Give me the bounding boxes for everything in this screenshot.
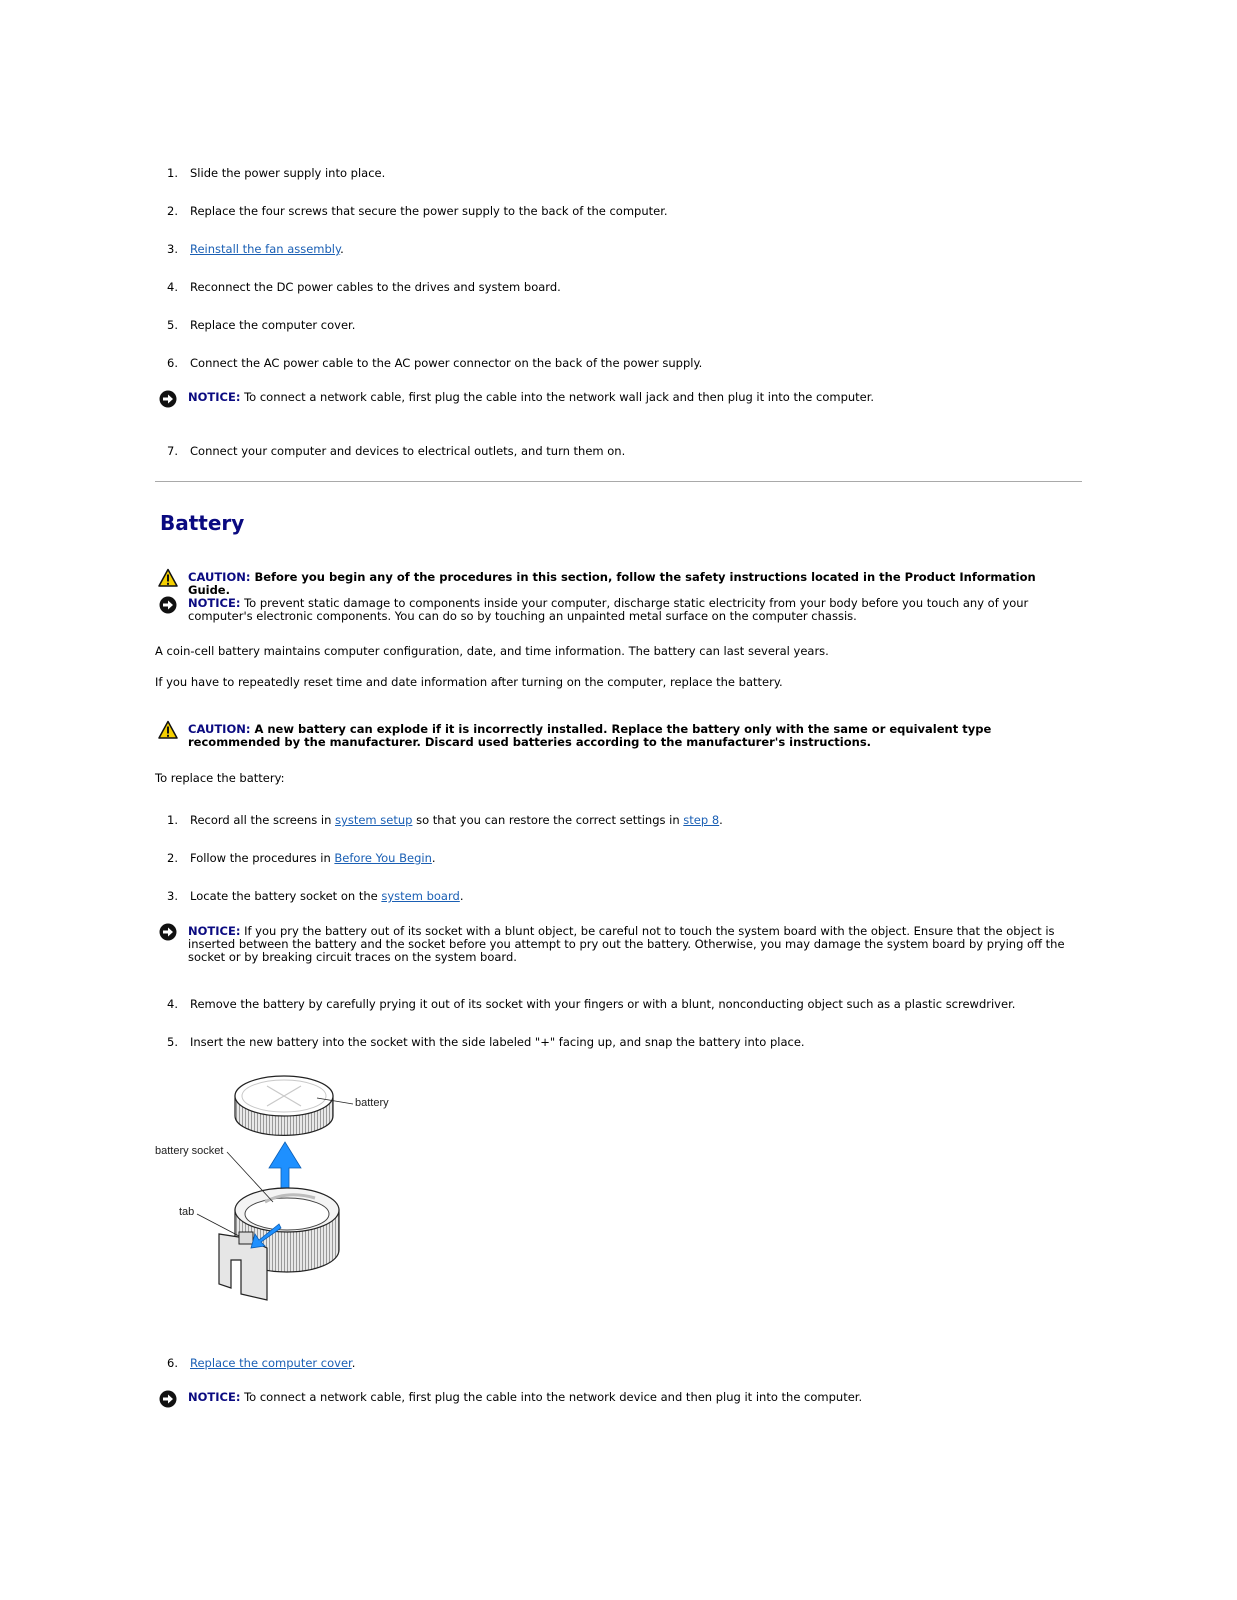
battery-callout: battery [355, 1097, 389, 1109]
step-number: 2. [167, 204, 178, 218]
step-number: 6. [167, 356, 178, 370]
step-text [190, 1356, 355, 1370]
punct: . [719, 813, 723, 827]
step-text: Connect your computer and devices to electrical outlets, and turn them on. [190, 444, 626, 458]
notice-icon [158, 595, 178, 615]
step-text [190, 813, 723, 827]
step-text [190, 851, 436, 865]
notice-network-wall [188, 391, 1078, 404]
caution-body: A new battery can explode if it is incorrectly installed. Replace the battery only with the same or equivalent type recommended by the manufacturer. Discard used batteries according to the manufacturer's instructions. [188, 722, 992, 749]
step-text: Connect the AC power cable to the AC power connector on the back of the power supply. [190, 356, 703, 370]
caution-safety [188, 571, 1078, 597]
reinstall-fan-link[interactable]: Reinstall the fan assembly [190, 242, 341, 256]
section-heading: Battery [160, 511, 245, 535]
battery-socket-callout: battery socket [155, 1145, 224, 1157]
caution-label: CAUTION: [188, 722, 251, 736]
paragraph: A coin-cell battery maintains computer configuration, date, and time information. The battery can last several years. [155, 644, 829, 658]
notice-body: To connect a network cable, first plug the cable into the network device and then plug it into the computer. [240, 1390, 863, 1404]
replace-cover-link[interactable]: Replace the computer cover [190, 1356, 352, 1370]
notice-icon [158, 1389, 178, 1409]
notice-label: NOTICE: [188, 596, 241, 610]
step-text: Remove the battery by carefully prying it out of its socket with your fingers or with a blunt, nonconducting object such as a plastic screwdriver. [190, 997, 1016, 1011]
step-8-link[interactable]: step 8 [683, 813, 720, 827]
paragraph: To replace the battery: [155, 771, 285, 785]
step-number: 3. [167, 889, 178, 903]
text-part: Record all the screens in [190, 813, 336, 827]
notice-body: To connect a network cable, first plug the cable into the network wall jack and then plug it into the computer. [240, 390, 875, 404]
section-divider [155, 481, 1082, 482]
punct: . [459, 889, 464, 903]
battery-socket-shape [219, 1188, 339, 1300]
step-text: Reconnect the DC power cables to the drives and system board. [190, 280, 561, 294]
caution-body: Before you begin any of the procedures in this section, follow the safety instructions located in the Product Information Guide. [188, 570, 1036, 597]
step-text: Insert the new battery into the socket with the side labeled "+" facing up, and snap the battery into place. [190, 1035, 805, 1049]
caution-label: CAUTION: [188, 570, 251, 584]
punct: . [340, 242, 344, 256]
notice-network-device [188, 1391, 1078, 1404]
step-text: Replace the four screws that secure the power supply to the back of the computer. [190, 204, 668, 218]
caution-icon [158, 568, 178, 588]
punct: . [431, 851, 436, 865]
step-number: 6. [167, 1356, 178, 1370]
text-part: so that you can restore the correct settings in [412, 813, 684, 827]
step-number: 3. [167, 242, 178, 256]
step-number: 4. [167, 280, 178, 294]
notice-static [188, 597, 1078, 623]
step-number: 4. [167, 997, 178, 1011]
step-number: 1. [167, 813, 178, 827]
notice-label: NOTICE: [188, 924, 241, 938]
step-number: 2. [167, 851, 178, 865]
step-number: 5. [167, 318, 178, 332]
notice-label: NOTICE: [188, 390, 241, 404]
step-number: 7. [167, 444, 178, 458]
text-part: Follow the procedures in [190, 851, 335, 865]
step-text: Slide the power supply into place. [190, 166, 386, 180]
step-text [190, 242, 344, 256]
system-board-link[interactable]: system board [381, 889, 460, 903]
coin-battery-shape [235, 1076, 333, 1135]
notice-body: If you pry the battery out of its socket with a blunt object, be careful not to touch the system board with the object. Ensure that the object is inserted between the battery and the socket before you attempt to pry out the battery. Otherwise, you may damage the system board by prying off the socket or by breaking circuit traces on the system board. [188, 924, 1065, 964]
text-part: Locate the battery socket on the [190, 889, 382, 903]
step-text [190, 889, 463, 903]
caution-battery-explode [188, 723, 1078, 749]
tab-callout: tab [179, 1206, 195, 1218]
before-you-begin-link[interactable]: Before You Begin [334, 851, 432, 865]
notice-label: NOTICE: [188, 1390, 241, 1404]
notice-icon [158, 922, 178, 942]
notice-icon [158, 389, 178, 409]
punct: . [351, 1356, 356, 1370]
step-text: Replace the computer cover. [190, 318, 356, 332]
step-number: 5. [167, 1035, 178, 1049]
system-setup-link[interactable]: system setup [335, 813, 413, 827]
notice-body: To prevent static damage to components inside your computer, discharge static electricity from your body before you touch any of your computer's electronic components. You can do so by touching an unpainted metal surface on the computer chassis. [188, 596, 1029, 623]
notice-pry [188, 925, 1078, 964]
paragraph: If you have to repeatedly reset time and date information after turning on the computer, replace the battery. [155, 675, 783, 689]
battery-illustration [155, 1062, 415, 1314]
caution-icon [158, 720, 178, 740]
step-number: 1. [167, 166, 178, 180]
